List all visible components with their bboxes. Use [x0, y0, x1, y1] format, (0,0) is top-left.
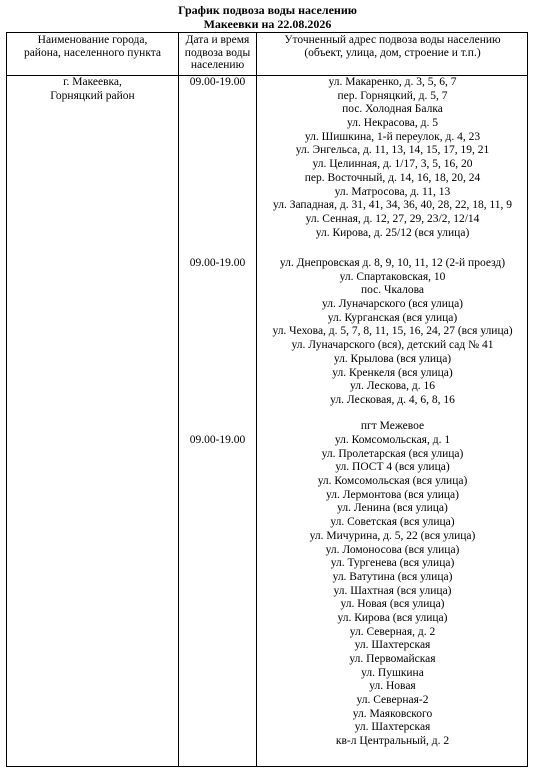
document-title	[0, 4, 535, 31]
address-line: ул. Пушкина	[361, 666, 424, 679]
address-line: ул. Северная, д. 2	[349, 625, 436, 638]
address-line: пос. Холодная Балка	[342, 103, 443, 116]
address-line: ул. Луначарского (вся улица)	[321, 298, 464, 311]
address-line: ул. Северная-2	[356, 694, 429, 707]
address-line: пос. Чкалова	[360, 284, 424, 297]
column-divider	[178, 33, 179, 766]
address-line: ул. Западная, д. 31, 41, 34, 36, 40, 28, 22, 18, 11, 9	[272, 199, 513, 212]
address-line: пер. Восточный, д. 14, 16, 18, 20, 24	[304, 171, 481, 184]
address-line: ул. Матросова, д. 11, 13	[334, 185, 451, 198]
address-line: ул. Комсомольская, д. 1	[334, 434, 451, 446]
address-line: ул. Новая (вся улица)	[340, 598, 445, 611]
header-time: Дата и время подвоза воды населению	[184, 34, 251, 71]
address-line: ул. Лермонтова (вся улица)	[326, 488, 459, 501]
address-line: ул. Ленина (вся улица)	[337, 502, 448, 515]
address-line: ул. Целинная, д. 1/17, 3, 5, 16, 20	[312, 158, 473, 171]
address-line: ул. Энгельса, д. 11, 13, 14, 15, 17, 19, 21	[295, 144, 490, 157]
city-cell: г. Макеевка, Горняцкий район	[50, 76, 135, 102]
address-line: ул. Тургенева (вся улица)	[330, 557, 455, 570]
address-line: ул. Ватутина (вся улица)	[332, 570, 453, 583]
address-line: ул. Чехова, д. 5, 7, 8, 11, 15, 16, 24, 27 (вся улица)	[272, 325, 513, 338]
address-line: кв-л Центральный, д. 2	[335, 735, 450, 748]
address-line: ул. Кренкеля (вся улица)	[332, 366, 453, 379]
address-line: ул. Маяковского	[352, 707, 433, 720]
address-list-3	[257, 434, 528, 749]
address-line: ул. Днепровская д. 8, 9, 10, 11, 12 (2-й проезд)	[279, 257, 506, 269]
settlement-label: пгт Межевое	[360, 420, 425, 432]
address-line: ул. Мичурина, д. 5, 22 (вся улица)	[309, 529, 476, 542]
address-line: ул. Новая	[369, 680, 416, 693]
address-line: ул. Первомайская	[349, 653, 436, 665]
address-line: ул. Пролетарская (вся улица)	[321, 447, 464, 460]
address-line: ул. Шишкина, 1-й переулок, д. 4, 23	[304, 130, 481, 143]
address-line: ул. Шахтная (вся улица)	[333, 584, 452, 597]
address-line: ул. Кирова, д. 25/12 (вся улица)	[315, 226, 470, 239]
address-line: ул. Советская (вся улица)	[330, 516, 455, 529]
header-city: Наименование города, района, населенного пункта	[23, 34, 162, 59]
address-line: ул. Макаренко, д. 3, 5, 6, 7	[328, 76, 457, 88]
address-line: ул. ПОСТ 4 (вся улица)	[335, 461, 450, 474]
address-line: пер. Горняцкий, д. 5, 7	[337, 89, 448, 102]
address-line: ул. Лескова, д. 16	[350, 380, 435, 393]
time-cell-2: 09.00-19.00	[189, 257, 246, 269]
address-line: ул. Комсомольская (вся улица)	[317, 475, 468, 488]
address-line: ул. Некрасова, д. 5	[347, 117, 438, 130]
address-line: ул. Кирова (вся улица)	[337, 611, 448, 624]
address-line: ул. Ломоносова (вся улица)	[325, 543, 460, 556]
address-line: ул. Крылова (вся улица)	[333, 352, 452, 365]
address-line: ул. Шахтерская	[354, 721, 431, 734]
address-list-2	[257, 257, 528, 408]
address-line: ул. Луначарского (вся), детский сад № 41	[291, 339, 494, 352]
address-line: ул. Лесковая, д. 4, 6, 8, 16	[330, 393, 455, 406]
schedule-table	[6, 32, 528, 767]
title-line-2: Макеевки на 22.08.2026	[203, 16, 332, 31]
time-cell-1: 09.00-19.00	[189, 76, 246, 88]
header-address: Уточненный адрес подвоза воды населению (объект, улица, дом, строение и т.п.)	[284, 34, 501, 59]
title-line-1: График подвоза воды населению	[178, 3, 357, 17]
address-list-1	[257, 76, 528, 240]
time-cell-3: 09.00-19.00	[189, 434, 246, 446]
address-line: ул. Спартаковская, 10	[339, 270, 446, 283]
address-line: ул. Сенная, д. 12, 27, 29, 23/2, 12/14	[305, 212, 480, 225]
address-line: ул. Шахтерская	[354, 639, 431, 652]
address-line: ул. Курганская (вся улица)	[327, 311, 458, 324]
